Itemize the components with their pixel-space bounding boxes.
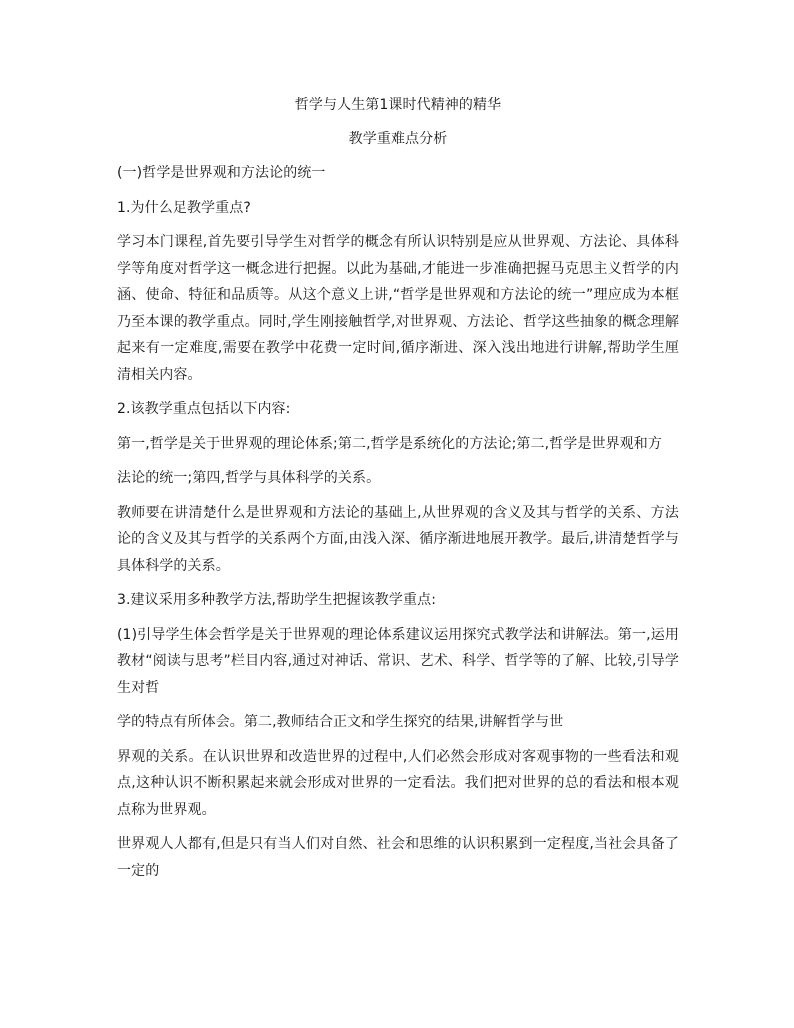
body-paragraph: 学的特点有所体会。第二,教师结合正文和学生探究的结果,讲解哲学与世	[117, 714, 564, 730]
body-paragraph: 界观的关系。在认识世界和改造世界的过程中,人们必然会形成对客观事物的一些看法和观点,这种认识不断积累起来就会形成对世界的一定看法。我们把对世界的总的看法和根本观点称为世界观。	[117, 748, 679, 818]
body-paragraph: 法论的统一;第四,哲学与具体科学的关系。	[117, 470, 381, 486]
body-paragraph: 第一,哲学是关于世界观的理论体系;第二,哲学是系统化的方法论;第二,哲学是世界观和方	[117, 435, 662, 452]
section-heading: (一)哲学是世界观和方法论的统一	[117, 165, 326, 181]
question-heading: 2.该教学重点包括以下内容:	[117, 401, 291, 417]
question-heading: 3.建议采用多种教学方法,帮助学生把握该教学重点:	[117, 592, 437, 608]
body-paragraph: 世界观人人都有,但是只有当人们对自然、社会和思维的认识积累到一定程度,当社会具备了一定的	[117, 836, 679, 879]
document-title: 哲学与人生第1课时代精神的精华	[294, 97, 502, 113]
document-body	[117, 92, 679, 892]
document-subtitle: 教学重难点分析	[348, 131, 448, 147]
body-paragraph: 教师要在讲清楚什么是世界观和方法论的基础上,从世界观的含义及其与哲学的关系、方法论的含义及其与哲学的关系两个方面,由浅入深、循序渐进地展开教学。最后,讲清楚哲学与具体科学的关系。	[117, 504, 679, 574]
body-paragraph: 学习本门课程,首先要引导学生对哲学的概念有所认识特别是应从世界观、方法论、具体科学等角度对哲学这一概念进行把握。以此为基础,才能进一步准确把握马克思主义哲学的内涵、使命、特征和品质等。从这个意义上讲,“哲学是世界观和方法论的统一”理应成为本框乃至本课的教学重点。同时,学生刚接触哲学,对世界观、方法论、哲学这些抽象的概念理解起来有一定难度,需要在教学中花费一定时间,循序渐进、深入浅出地进行讲解,帮助学生厘清相关内容。	[117, 234, 679, 383]
question-heading: 1.为什么足教学重点?	[117, 199, 251, 216]
body-paragraph: (1)引导学生体会哲学是关于世界观的理论体系建议运用探究式教学法和讲解法。第一,运用教材“阅读与思考”栏目内容,通过对神话、常识、艺术、科学、哲学等的了解、比较,引导学生对哲	[117, 626, 679, 696]
